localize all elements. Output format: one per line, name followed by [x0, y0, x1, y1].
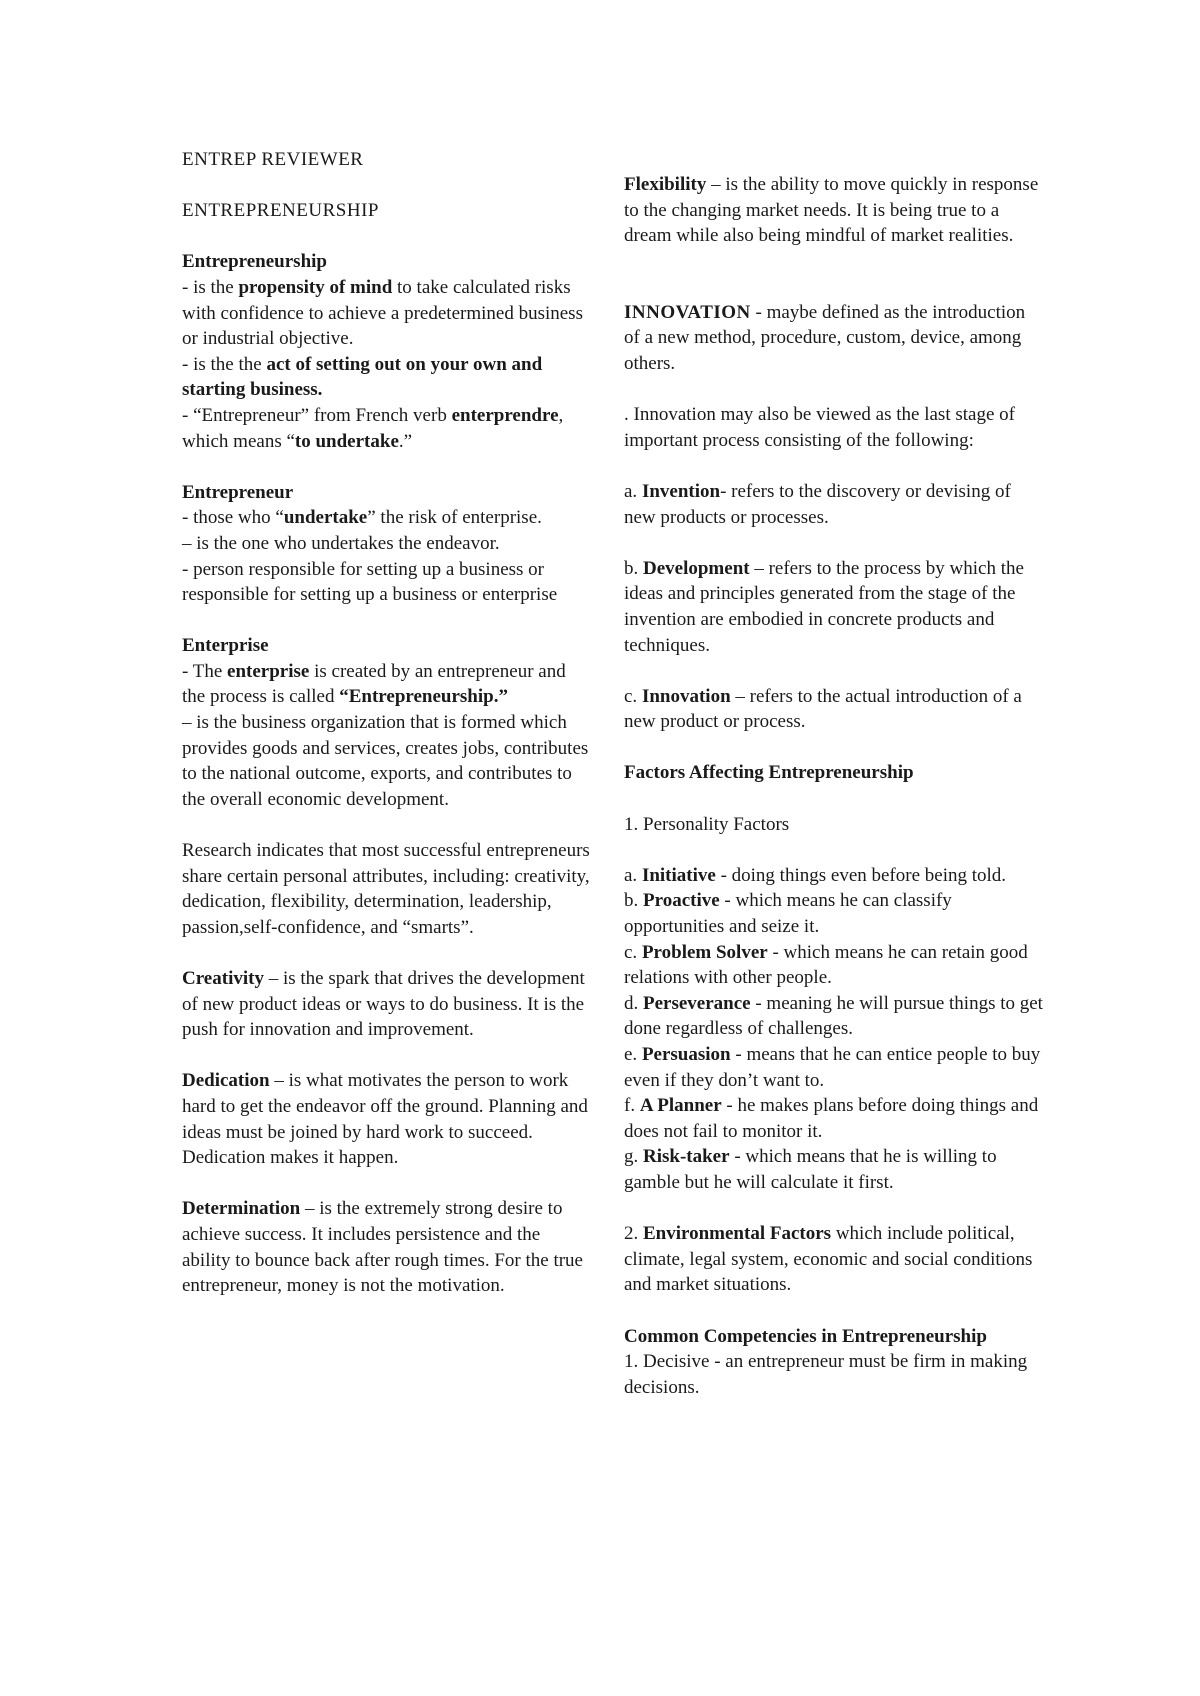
- enterprise-heading: Enterprise: [182, 635, 269, 657]
- competency-decisive: 1. Decisive - an entrepreneur must be firm in making decisions.: [624, 1351, 1028, 1398]
- entrepreneurship-definition-3: - “Entrepreneur” from French verb enterprendre, which means “to undertake.”: [182, 404, 564, 452]
- factor-perseverance: d. Perseverance - meaning he will pursue things to get done regardless of challenges.: [624, 992, 1043, 1040]
- stage-innovation: c. Innovation – refers to the actual introduction of a new product or process.: [624, 685, 1022, 733]
- entrepreneur-definition-1: - those who “undertake” the risk of enterprise.: [182, 507, 542, 529]
- entrepreneur-heading: Entrepreneur: [182, 481, 294, 503]
- flexibility-paragraph: Flexibility – is the ability to move quickly in response to the changing market needs. It is being true to a dream while also being mindful of market realities.: [624, 174, 1039, 247]
- factor-risk-taker: g. Risk-taker - which means that he is willing to gamble but he will calculate it first.: [624, 1146, 997, 1193]
- entrepreneurship-definition-2: - is the the act of setting out on your own and starting business.: [182, 353, 543, 401]
- innovation-paragraph: INNOVATION - maybe defined as the introduction of a new method, procedure, custom, device, among others.: [624, 301, 1026, 374]
- factor-persuasion: e. Persuasion - means that he can entice people to buy even if they don’t want to.: [624, 1044, 1041, 1091]
- entrepreneurship-heading: Entrepreneurship: [182, 251, 327, 273]
- competencies-heading: Common Competencies in Entrepreneurship: [624, 1325, 987, 1347]
- section-title: ENTREPRENEURSHIP: [182, 200, 379, 222]
- dedication-paragraph: Dedication – is what motivates the person to work hard to get the endeavor off the ground. Planning and ideas must be joined by hard work to succeed. Dedication makes it happen.: [182, 1070, 588, 1169]
- stage-invention: a. Invention- refers to the discovery or devising of new products or processes.: [624, 480, 1011, 528]
- innovation-stage-paragraph: . Innovation may also be viewed as the last stage of important process consisting of the following:: [624, 404, 1015, 451]
- personality-factors-label: 1. Personality Factors: [624, 813, 790, 835]
- entrepreneur-definition-3: - person responsible for setting up a business or responsible for setting up a business or enterprise: [182, 558, 558, 606]
- entrepreneur-definition-2: – is the one who undertakes the endeavor.: [182, 532, 500, 554]
- enterprise-definition-1: - The enterprise is created by an entrepreneur and the process is called “Entrepreneurship.”: [182, 660, 566, 708]
- creativity-paragraph: Creativity – is the spark that drives the development of new product ideas or ways to do business. It is the push for innovation and improvement.: [182, 968, 585, 1041]
- factors-heading: Factors Affecting Entrepreneurship: [624, 762, 914, 784]
- determination-paragraph: Determination – is the extremely strong desire to achieve success. It includes persistence and the ability to bounce back after rough times. For the true entrepreneur, money is not the motivation.: [182, 1198, 583, 1297]
- research-paragraph: Research indicates that most successful entrepreneurs share certain personal attributes, including: creativity, dedication, flexibility, determination, leadership, passion,self-confidence, and “smarts”.: [182, 840, 590, 938]
- document-title: ENTREP REVIEWER: [182, 149, 364, 170]
- stage-development: b. Development – refers to the process by which the ideas and principles generated from the stage of the invention are embodied in concrete products and techniques.: [624, 557, 1024, 656]
- factor-initiative: a. Initiative - doing things even before being told.: [624, 864, 1007, 886]
- factor-proactive: b. Proactive - which means he can classify opportunities and seize it.: [624, 890, 952, 938]
- left-column: [182, 147, 592, 1299]
- entrepreneurship-definition-1: - is the propensity of mind to take calculated risks with confidence to achieve a predetermined business or industrial objective.: [182, 276, 583, 350]
- factor-problem-solver: c. Problem Solver - which means he can retain good relations with other people.: [624, 941, 1028, 989]
- enterprise-definition-2: – is the business organization that is formed which provides goods and services, creates jobs, contributes to the national outcome, exports, and contributes to the overall economic development.: [182, 712, 589, 810]
- factor-planner: f. A Planner - he makes plans before doing things and does not fail to monitor it.: [624, 1095, 1039, 1142]
- right-column: [624, 172, 1044, 1400]
- environmental-factors: 2. Environmental Factors which include political, climate, legal system, economic and social conditions and market situations.: [624, 1223, 1033, 1296]
